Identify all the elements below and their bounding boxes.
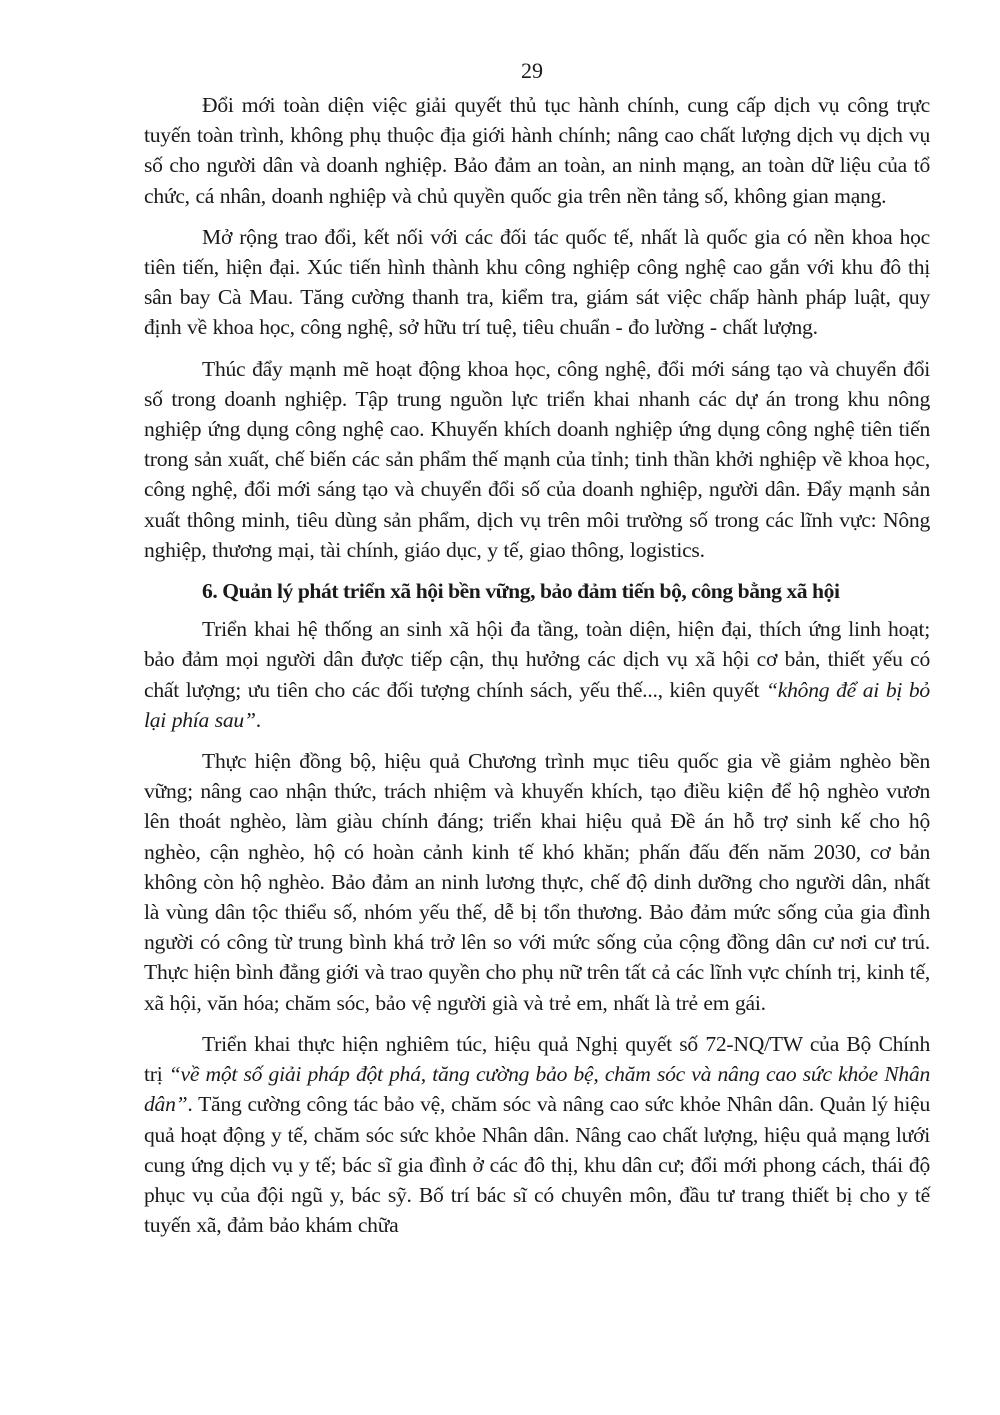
quoted-slogan: “không để ai bị bỏ lại phía sau” [144,677,930,732]
paragraph-international-cooperation: Mở rộng trao đổi, kết nối với các đối tác quốc tế, nhất là quốc gia có nền khoa học tiên tiến, hiện đại. Xúc tiến hình thành khu công nghiệp công nghệ cao gắn với khu đô thị sân bay Cà Mau. Tăng cường thanh tra, kiểm tra, giám sát việc chấp hành pháp luật, quy định về khoa học, công nghệ, sở hữu trí tuệ, tiêu chuẩn - đo lường - chất lượng. [144,224,930,340]
quoted-resolution-title: “về một số giải pháp đột phá, tăng cường bảo bệ, chăm sóc và nâng cao sức khỏe Nhân dân” [144,1062,930,1117]
paragraph-text: Triển khai thực hiện nghiêm túc, hiệu quả Nghị quyết số 72-NQ/TW của Bộ Chính trị [144,1031,930,1087]
paragraph-business-innovation: Thúc đẩy mạnh mẽ hoạt động khoa học, công nghệ, đổi mới sáng tạo và chuyển đổi số trong doanh nghiệp. Tập trung nguồn lực triển khai nhanh các dự án trong khu nông nghiệp ứng dụng công nghệ cao. Khuyến khích doanh nghiệp ứng dụng công nghệ tiên tiến trong sản xuất, chế biến các sản phẩm thế mạnh của tỉnh; tinh thần khởi nghiệp về khoa học, công nghệ, đổi mới sáng tạo và chuyển đổi số của doanh nghiệp, người dân. Đẩy mạnh sản xuất thông minh, tiêu dùng sản phẩm, dịch vụ trên môi trường số trong các lĩnh vực: Nông nghiệp, thương mại, tài chính, giáo dục, y tế, giao thông, logistics. [144,356,930,562]
paragraph-text: Triển khai hệ thống an sinh xã hội đa tầng, toàn diện, hiện đại, thích ứng linh hoạt; bảo đảm mọi người dân được tiếp cận, thụ hưởng các dịch vụ xã hội cơ bản, thiết yếu có chất lượng; ưu tiên cho các đối tượng chính sách, yếu thế..., kiên quyết [144,617,930,702]
paragraph-poverty-reduction: Thực hiện đồng bộ, hiệu quả Chương trình mục tiêu quốc gia về giảm nghèo bền vững; nâng cao nhận thức, trách nhiệm và khuyến khích, tạo điều kiện để hộ nghèo vươn lên thoát nghèo, làm giàu chính đáng; triển khai hiệu quả Đề án hỗ trợ sinh kế cho hộ nghèo, cận nghèo, hộ có hoàn cảnh kinh tế khó khăn; phấn đấu đến năm 2030, cơ bản không còn hộ nghèo. Bảo đảm an ninh lương thực, chế độ dinh dưỡng cho người dân, nhất là vùng dân tộc thiểu số, nhóm yếu thế, dễ bị tổn thương. Bảo đảm mức sống của gia đình người có công từ trung bình khá trở lên so với mức sống của cộng đồng dân cư nơi cư trú. Thực hiện bình đẳng giới và trao quyền cho phụ nữ trên tất cả các lĩnh vực chính trị, kinh tế, xã hội, văn hóa; chăm sóc, bảo vệ người già và trẻ em, nhất là trẻ em gái. [144,749,930,1015]
document-page [144,58,930,1251]
paragraph-social-security [144,614,930,735]
paragraph-text-continued: . Tăng cường công tác bảo vệ, chăm sóc và nâng cao sức khỏe Nhân dân. Quản lý hiệu quả hoạt động y tế, chăm sóc sức khỏe Nhân dân. Nâng cao chất lượng, hiệu quả mạng lưới cung ứng dịch vụ y tế; bác sĩ gia đình ở các đô thị, khu dân cư; đổi mới phong cách, thái độ phục vụ của đội ngũ y, bác sỹ. Bố trí bác sĩ có chuyên môn, đầu tư trang thiết bị cho y tế tuyến xã, đảm bảo khám chữa [144,1092,930,1238]
page-number: 29 [521,58,543,83]
paragraph-punctuation: . [255,707,261,732]
paragraph-healthcare [144,1029,930,1240]
paragraph-admin-procedures: Đổi mới toàn diện việc giải quyết thủ tục hành chính, cung cấp dịch vụ công trực tuyến toàn trình, không phụ thuộc địa giới hành chính; nâng cao chất lượng dịch vụ dịch vụ số cho người dân và doanh nghiệp. Bảo đảm an toàn, an ninh mạng, an toàn dữ liệu của tổ chức, cá nhân, doanh nghiệp và chủ quyền quốc gia trên nền tảng số, không gian mạng. [144,93,930,208]
section-heading: 6. Quản lý phát triển xã hội bền vững, bảo đảm tiến bộ, công bằng xã hội [202,579,840,604]
